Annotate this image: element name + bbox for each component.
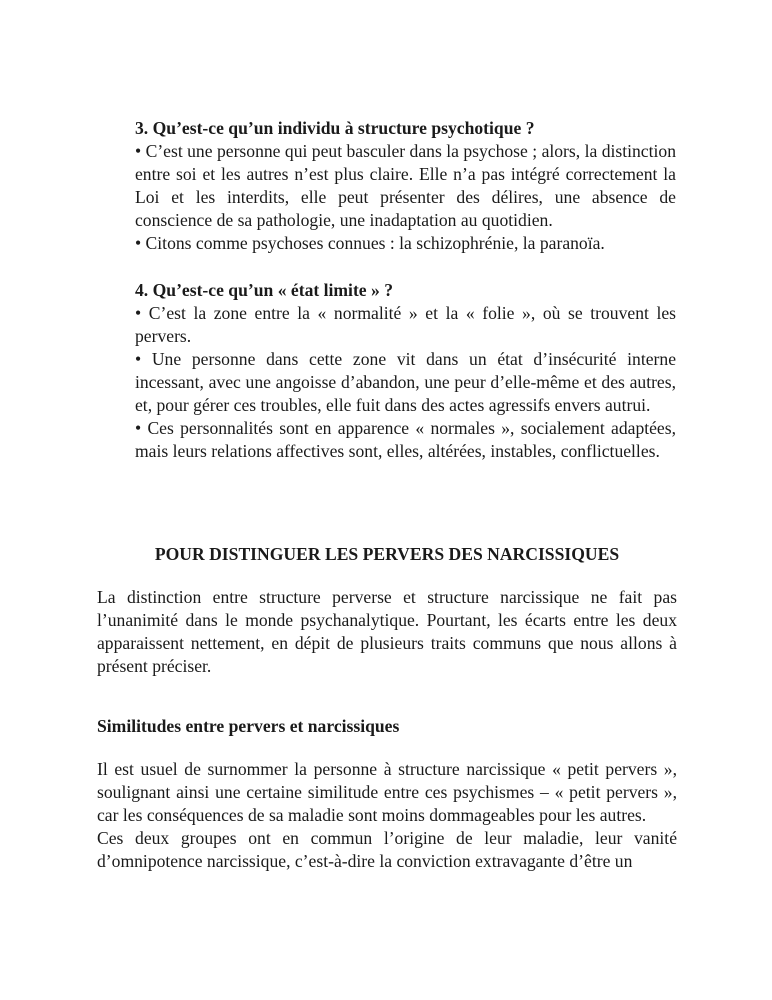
section-4-paragraph-1: • C’est la zone entre la « normalité » et la « folie », où se trouvent les pervers.: [135, 303, 676, 346]
chapter-title: POUR DISTINGUER LES PERVERS DES NARCISSIQUES: [154, 544, 620, 564]
section-4-heading: 4. Qu’est-ce qu’un « état limite » ?: [135, 280, 394, 300]
similitudes-body: [97, 758, 677, 873]
similitudes-heading: Similitudes entre pervers et narcissiques: [97, 716, 400, 736]
similitudes-paragraph-1: Il est usuel de surnommer la personne à structure narcissique « petit pervers », soulignant ainsi une certaine similitude entre ces psychismes – « petit pervers », car les conséquences de sa maladie sont moins dommageables pour les autres.: [97, 759, 677, 825]
section-3-paragraph-2: • Citons comme psychoses connues : la schizophrénie, la paranoïa.: [135, 233, 605, 253]
section-4: [135, 279, 676, 463]
section-4-paragraph-3: • Ces personnalités sont en apparence « normales », socialement adaptées, mais leurs relations affectives sont, elles, altérées, instables, conflictuelles.: [135, 418, 676, 461]
intro-paragraph: [97, 586, 677, 678]
similitudes-paragraph-2: Ces deux groupes ont en commun l’origine de leur maladie, leur vanité d’omnipotence narcissique, c’est-à-dire la conviction extravagante d’être un: [97, 828, 677, 871]
section-4-paragraph-2: • Une personne dans cette zone vit dans un état d’insécurité interne incessant, avec une angoisse d’abandon, une peur d’elle-même et des autres, et, pour gérer ces troubles, elle fuit dans des actes agressifs envers autrui.: [135, 349, 676, 415]
section-3-paragraph-1: • C’est une personne qui peut basculer dans la psychose ; alors, la distinction entre soi et les autres n’est plus claire. Elle n’a pas intégré correctement la Loi et les interdits, elle peut présenter des délires, une absence de conscience de sa pathologie, une inadaptation au quotidien.: [135, 141, 676, 230]
intro-text: La distinction entre structure perverse et structure narcissique ne fait pas l’unanimité dans le monde psychanalytique. Pourtant, les écarts entre les deux apparaissent nettement, en dépit de plusieurs traits communs que nous allons à présent préciser.: [97, 587, 677, 676]
section-3: [135, 117, 676, 255]
section-3-heading: 3. Qu’est-ce qu’un individu à structure psychotique ?: [135, 118, 535, 138]
